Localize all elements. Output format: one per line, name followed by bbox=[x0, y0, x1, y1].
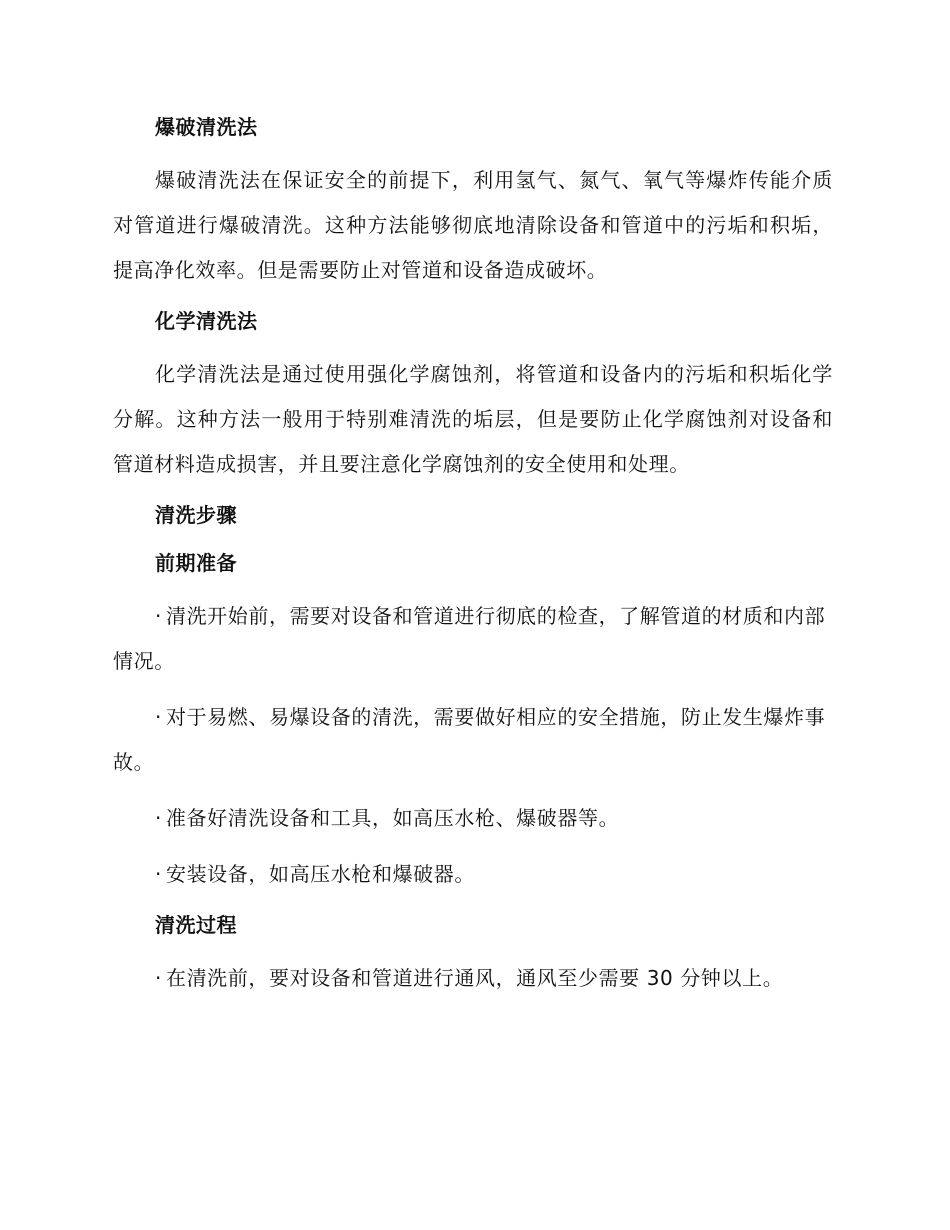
bullet-icon: · bbox=[155, 604, 162, 628]
section-heading-steps: 清洗步骤 bbox=[155, 503, 237, 527]
bullet-icon: · bbox=[155, 806, 162, 830]
section-heading-preparation: 前期准备 bbox=[155, 551, 237, 575]
bullet-icon: · bbox=[155, 966, 162, 990]
bullet-icon: · bbox=[155, 705, 162, 729]
paragraph-blasting: 爆破清洗法在保证安全的前提下，利用氢气、氮气、氧气等爆炸传能介质对管道进行爆破清洗。这种方法能够彻底地清除设备和管道中的污垢和积垢，提高净化效率。但是需要防止对管道和设备造成破坏。 bbox=[113, 168, 833, 282]
list-item-text: 清洗开始前，需要对设备和管道进行彻底的检查，了解管道的材质和内部情况。 bbox=[113, 604, 826, 673]
list-item-prep-1 bbox=[113, 594, 833, 684]
list-item-prep-4 bbox=[113, 852, 833, 897]
list-item-text: 对于易燃、易爆设备的清洗，需要做好相应的安全措施，防止发生爆炸事故。 bbox=[113, 705, 826, 774]
section-heading-blasting: 爆破清洗法 bbox=[155, 115, 258, 139]
list-item-prep-2 bbox=[113, 695, 833, 785]
bullet-icon: · bbox=[155, 862, 162, 886]
paragraph-chemical: 化学清洗法是通过使用强化学腐蚀剂，将管道和设备内的污垢和积垢化学分解。这种方法一般用于特别难清洗的垢层，但是要防止化学腐蚀剂对设备和管道材料造成损害，并且要注意化学腐蚀剂的安全使用和处理。 bbox=[113, 362, 833, 476]
section-heading-chemical: 化学清洗法 bbox=[155, 309, 258, 333]
list-item-prep-3 bbox=[113, 796, 833, 841]
list-item-text: 安装设备，如高压水枪和爆破器。 bbox=[165, 862, 475, 886]
list-item-text: 准备好清洗设备和工具，如高压水枪、爆破器等。 bbox=[165, 806, 620, 830]
section-heading-process: 清洗过程 bbox=[155, 913, 237, 937]
list-item-process-1 bbox=[113, 956, 833, 1001]
document-page bbox=[113, 110, 833, 1012]
list-item-text: 在清洗前，要对设备和管道进行通风，通风至少需要 30 分钟以上。 bbox=[165, 966, 784, 990]
